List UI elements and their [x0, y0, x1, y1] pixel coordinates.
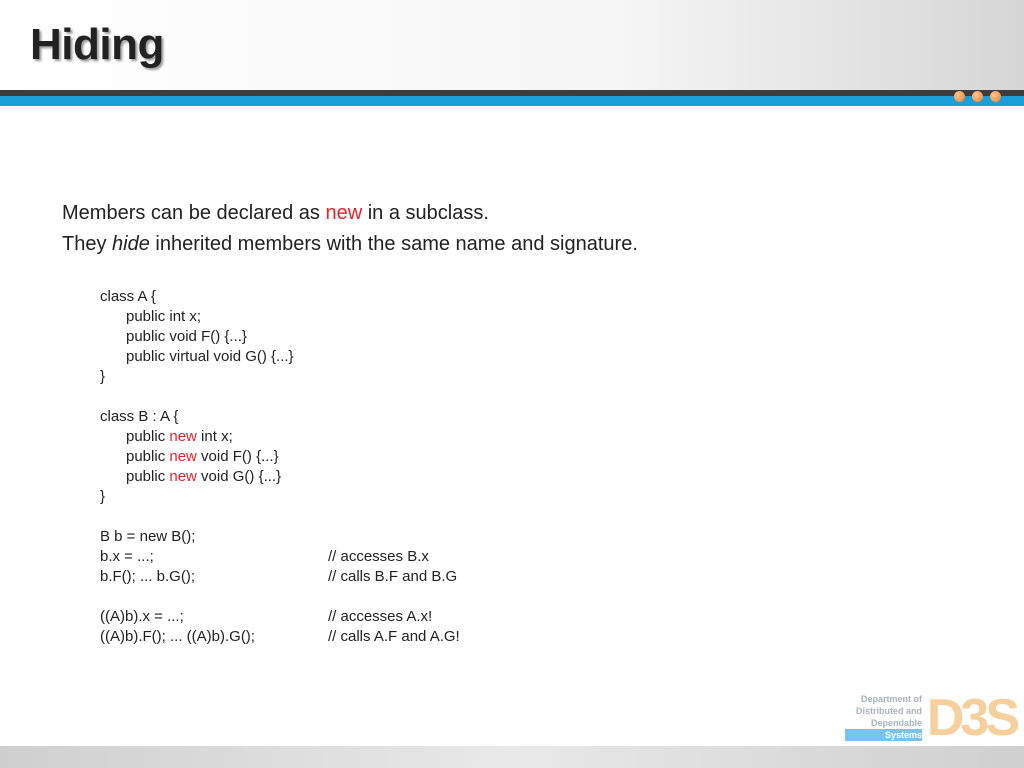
d3s-logo-mark: D3S [926, 689, 1016, 747]
code-line: public new void F() {...} [126, 448, 279, 465]
orange-dot-icon [954, 91, 965, 102]
code-gap [100, 387, 294, 407]
emphasis-hide: hide [112, 233, 150, 255]
code-comment: // accesses A.x! [328, 608, 433, 625]
code-line: class B : A { [100, 408, 179, 425]
code-line: public new void G() {...} [126, 468, 282, 485]
code-line: public new int x; [126, 428, 233, 445]
code-line: public void F() {...} [126, 328, 247, 345]
keyword-new: new [169, 468, 197, 485]
code-example [100, 287, 460, 647]
orange-dot-icon [990, 91, 1001, 102]
code-comment: // calls A.F and A.G! [328, 628, 460, 645]
keyword-new: new [169, 428, 197, 445]
intro-line-2: They hide inherited members with the same name and signature. [62, 233, 638, 255]
orange-dot-icon [972, 91, 983, 102]
code-line: public virtual void G() {...} [126, 348, 294, 365]
code-line: } [100, 368, 106, 385]
slide-header [0, 0, 1024, 90]
code-line: ((A)b).F(); ... ((A)b).G(); // calls A.F and A.G! [100, 628, 460, 645]
header-rule-blue [0, 96, 1024, 106]
d3s-logo [842, 689, 1020, 747]
keyword-new: new [169, 448, 197, 465]
code-line: ((A)b).x = ...; // accesses A.x! [100, 608, 433, 625]
code-line: b.F(); ... b.G(); // calls B.F and B.G [100, 568, 458, 585]
code-line: B b = new B(); [100, 528, 196, 545]
code-line: } [100, 488, 106, 505]
code-gap [100, 507, 294, 527]
code-comment: // accesses B.x [328, 548, 429, 565]
code-line: public int x; [126, 308, 202, 325]
logo-department-text: Department of Distributed and Dependable Systems [845, 693, 922, 741]
code-comment: // calls B.F and B.G [328, 568, 458, 585]
code-gap [100, 587, 294, 607]
code-line: class A { [100, 288, 156, 305]
intro-line-1: Members can be declared as new in a subclass. [62, 202, 489, 224]
slide-title: Hiding [30, 20, 164, 69]
intro-text [62, 198, 638, 260]
code-line: b.x = ...; // accesses B.x [100, 548, 429, 565]
footer-bar [0, 746, 1024, 768]
keyword-new: new [325, 202, 363, 224]
